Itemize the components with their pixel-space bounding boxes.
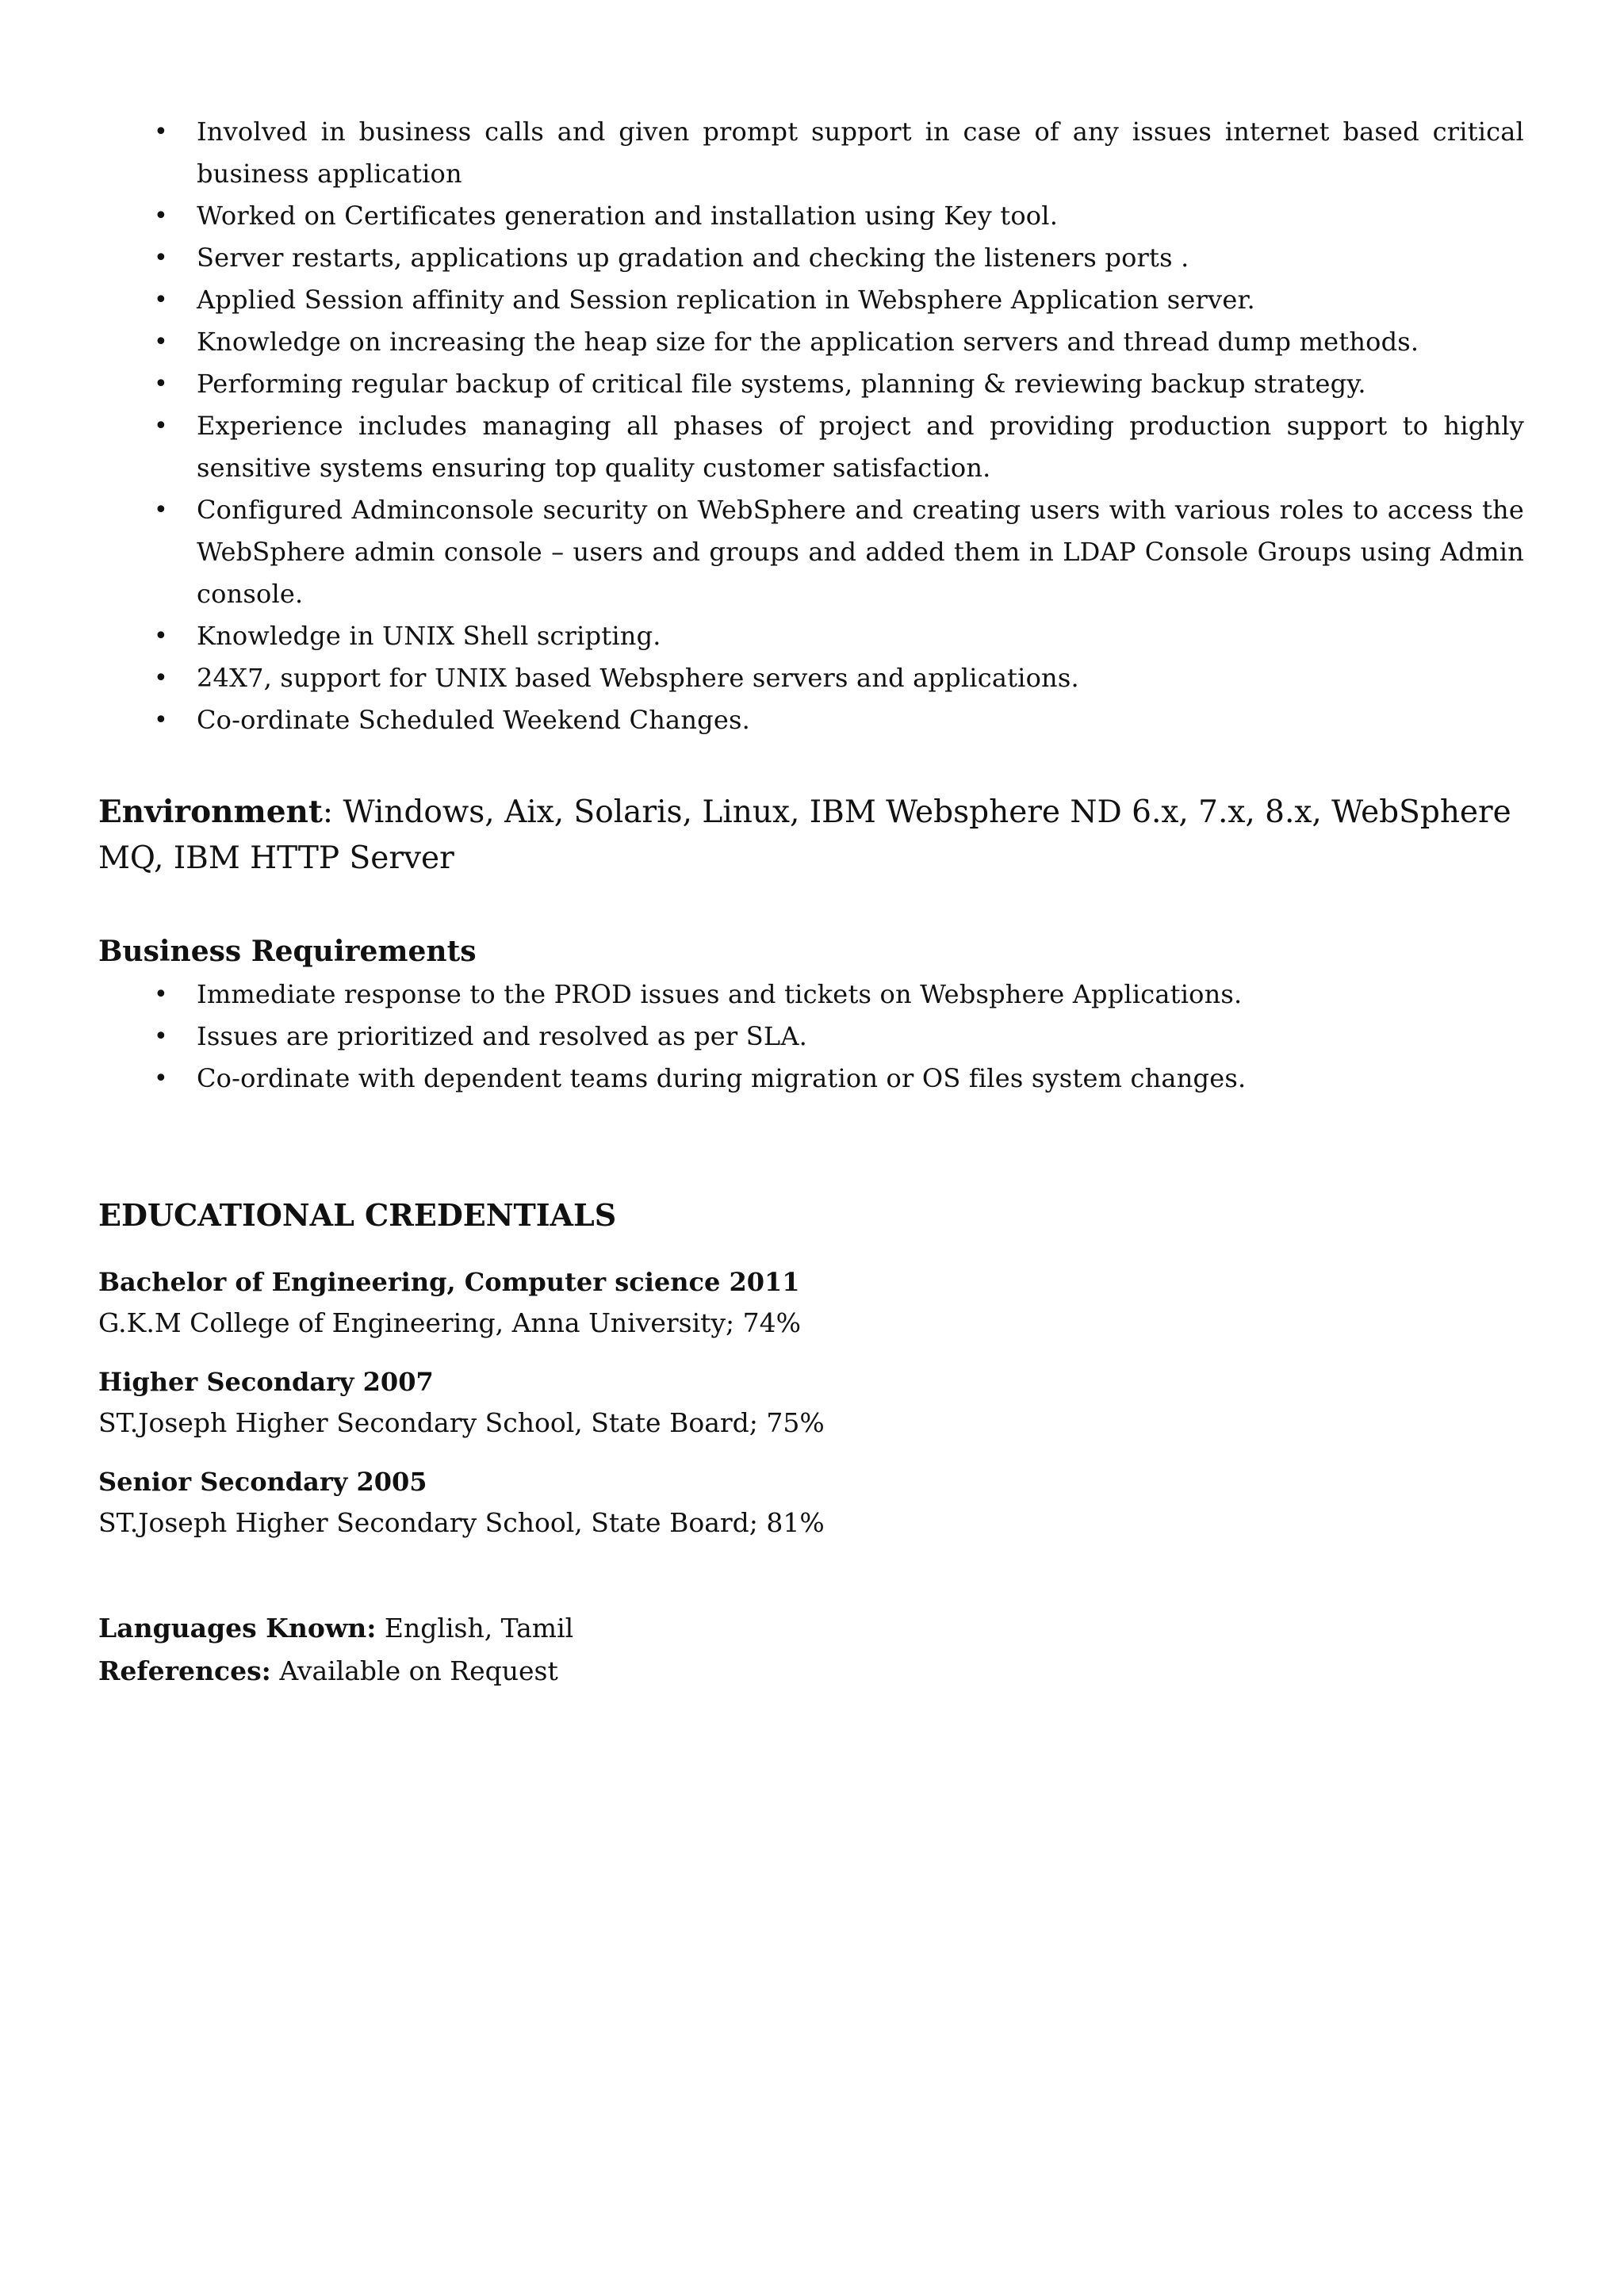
education-title: Senior Secondary 2005 — [98, 1467, 427, 1497]
list-item-text: Knowledge on increasing the heap size for the application servers and thread dump methods. — [197, 327, 1419, 357]
list-item-text: Configured Adminconsole security on WebSphere and creating users with various roles to access the WebSphere admin console – users and groups and added them in LDAP Console Groups using Admin console. — [197, 495, 1524, 609]
business-requirements-list — [98, 974, 1524, 1100]
languages-label: Languages Known: — [98, 1613, 377, 1644]
education-entry — [98, 1461, 1524, 1544]
list-item — [98, 405, 1524, 489]
bullet-icon: • — [154, 664, 168, 692]
responsibilities-list — [98, 111, 1524, 741]
personal-info — [98, 1607, 1524, 1693]
languages-line — [98, 1607, 1524, 1650]
bullet-icon: • — [154, 370, 168, 398]
bullet-icon: • — [154, 1065, 168, 1093]
environment-value: : Windows, Aix, Solaris, Linux, IBM Websphere ND 6.x, 7.x, 8.x, WebSphere MQ, IBM HTTP Server — [98, 794, 1511, 876]
list-item — [98, 974, 1524, 1016]
list-item-text: Experience includes managing all phases of project and providing production support to highly sensitive systems ensuring top quality customer satisfaction. — [197, 411, 1524, 483]
list-item-text: Co-ordinate Scheduled Weekend Changes. — [197, 705, 750, 735]
bullet-icon: • — [154, 1023, 168, 1050]
list-item-text: 24X7, support for UNIX based Websphere servers and applications. — [197, 663, 1079, 693]
education-detail: ST.Joseph Higher Secondary School, State Board; 75% — [98, 1407, 825, 1438]
list-item-text: Performing regular backup of critical file systems, planning & reviewing backup strategy. — [197, 369, 1366, 399]
list-item — [98, 279, 1524, 321]
list-item — [98, 111, 1524, 195]
references-value: Available on Request — [270, 1655, 558, 1686]
list-item-text: Involved in business calls and given prompt support in case of any issues internet based critical business application — [197, 117, 1524, 189]
list-item — [98, 363, 1524, 405]
list-item-text: Worked on Certificates generation and installation using Key tool. — [197, 201, 1059, 231]
list-item-text: Immediate response to the PROD issues and tickets on Websphere Applications. — [197, 979, 1243, 1009]
bullet-icon: • — [154, 496, 168, 524]
list-item-text: Knowledge in UNIX Shell scripting. — [197, 621, 661, 651]
bullet-icon: • — [154, 981, 168, 1008]
education-entry — [98, 1261, 1524, 1344]
list-item-text: Server restarts, applications up gradation and checking the listeners ports . — [197, 243, 1189, 273]
education-title: Higher Secondary 2007 — [98, 1367, 434, 1397]
references-line — [98, 1650, 1524, 1693]
list-item-text: Co-ordinate with dependent teams during migration or OS files system changes. — [197, 1063, 1247, 1093]
bullet-icon: • — [154, 202, 168, 230]
list-item — [98, 615, 1524, 657]
bullet-icon: • — [154, 622, 168, 650]
list-item-text: Issues are prioritized and resolved as per SLA. — [197, 1021, 808, 1051]
languages-value: English, Tamil — [376, 1613, 574, 1644]
bullet-icon: • — [154, 412, 168, 440]
list-item — [98, 1058, 1524, 1100]
education-detail: G.K.M College of Engineering, Anna University; 74% — [98, 1307, 802, 1338]
bullet-icon: • — [154, 286, 168, 314]
education-title: Bachelor of Engineering, Computer science 2011 — [98, 1267, 800, 1297]
list-item — [98, 657, 1524, 699]
education-heading: EDUCATIONAL CREDENTIALS — [98, 1197, 617, 1233]
environment-label: Environment — [98, 794, 323, 830]
bullet-icon: • — [154, 706, 168, 734]
environment-line — [98, 789, 1524, 882]
education-entry — [98, 1361, 1524, 1444]
list-item — [98, 489, 1524, 615]
bullet-icon: • — [154, 328, 168, 356]
bullet-icon: • — [154, 118, 168, 146]
references-label: References: — [98, 1655, 271, 1686]
list-item — [98, 237, 1524, 279]
page-content — [98, 111, 1524, 1693]
business-requirements-heading: Business Requirements — [98, 935, 477, 968]
education-detail: ST.Joseph Higher Secondary School, State Board; 81% — [98, 1507, 825, 1538]
list-item — [98, 699, 1524, 741]
list-item — [98, 1016, 1524, 1058]
bullet-icon: • — [154, 244, 168, 272]
list-item — [98, 321, 1524, 363]
list-item — [98, 195, 1524, 237]
list-item-text: Applied Session affinity and Session replication in Websphere Application server. — [197, 285, 1255, 315]
